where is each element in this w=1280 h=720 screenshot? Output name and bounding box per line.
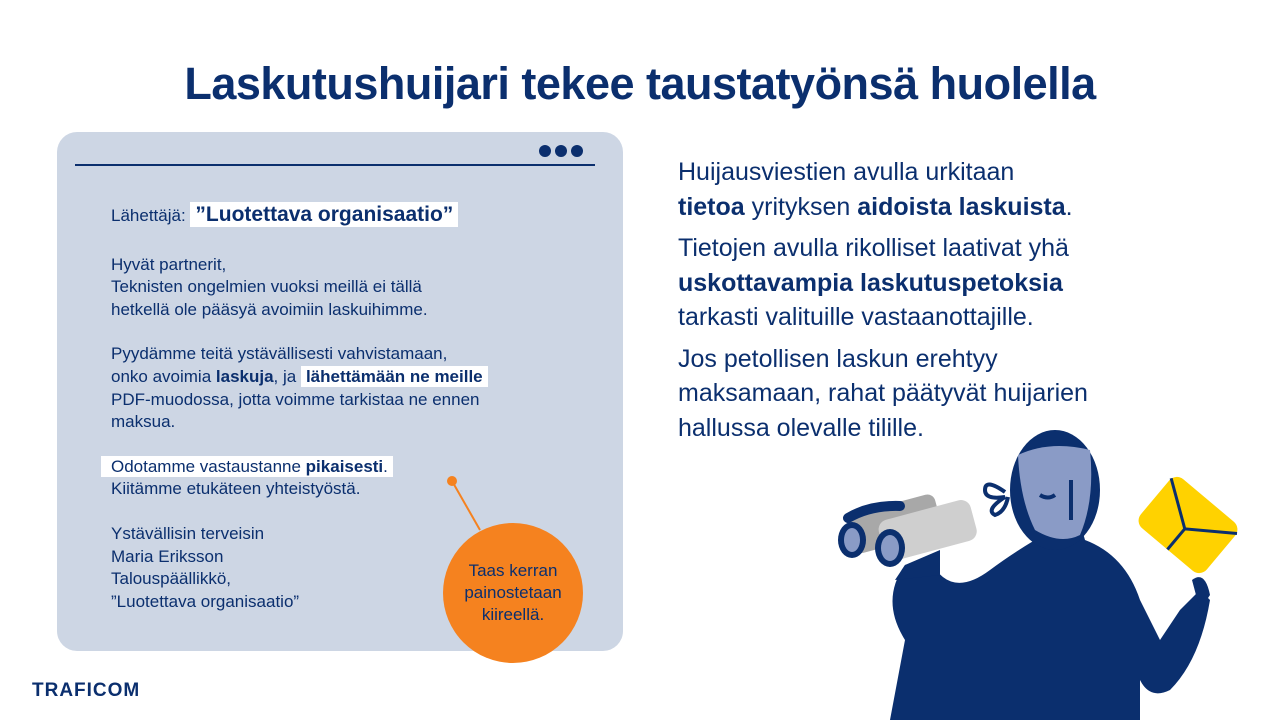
binoculars-icon xyxy=(838,493,979,567)
envelope-icon xyxy=(1134,473,1241,577)
email-bold: pikaisesti xyxy=(305,456,384,476)
signature-line: Talouspäällikkö, xyxy=(111,569,232,589)
email-bold: laskuja xyxy=(215,366,274,386)
callout-line: Taas kerran xyxy=(468,561,558,580)
email-line: Kiitämme etukäteen yhteistyöstä. xyxy=(111,479,361,499)
text-bold: uskottavampia laskutuspetoksia xyxy=(678,268,1063,297)
text-line: Huijausviestien avulla urkitaan xyxy=(678,158,1015,186)
text: yrityksen xyxy=(744,192,858,221)
email-highlight: lähettämään ne meille xyxy=(301,366,488,387)
callout-line: painostetaan xyxy=(464,583,562,602)
text-line: maksamaan, rahat päätyvät huijarien xyxy=(678,379,1088,407)
page-title: Laskutushuijari tekee taustatyönsä huolella xyxy=(184,58,1096,109)
text-line: hallussa olevalle tilille. xyxy=(678,413,924,442)
email-line: hetkellä ole pääsyä avoimiin laskuihimme. xyxy=(111,299,428,319)
text-bold: aidoista laskuista xyxy=(857,192,1066,221)
signature-line: ”Luotettava organisaatio” xyxy=(111,591,300,611)
email-text: . xyxy=(383,456,388,476)
callout-line: kiireellä. xyxy=(481,605,545,624)
email-line: maksua. xyxy=(111,412,176,432)
email-line: Teknisten ongelmien vuoksi meillä ei tällä xyxy=(111,277,422,297)
email-text: onko avoimia xyxy=(111,366,216,386)
sender-value: ”Luotettava organisaatio” xyxy=(190,202,458,227)
sender-label: Lähettäjä: xyxy=(111,206,186,225)
email-line: PDF-muodossa, jotta voimme tarkistaa ne ennen xyxy=(111,389,480,409)
traficom-logo: TRAFICOM xyxy=(32,680,141,701)
signature-line: Maria Eriksson xyxy=(111,546,224,566)
text-bold: tietoa xyxy=(678,192,745,221)
email-text: , ja xyxy=(273,366,301,386)
greeting: Hyvät partnerit, xyxy=(111,254,227,274)
text-line: Jos petollisen laskun erehtyy xyxy=(678,344,998,373)
signature-line: Ystävällisin terveisin xyxy=(111,523,265,543)
email-text: Odotamme vastaustanne xyxy=(111,456,306,476)
email-line: Pyydämme teitä ystävällisesti vahvistamaan, xyxy=(111,344,448,364)
text-line: Tietojen avulla rikolliset laativat yhä xyxy=(678,234,1069,262)
text-line: tarkasti valituille vastaanottajille. xyxy=(678,303,1034,331)
text: . xyxy=(1065,192,1073,221)
